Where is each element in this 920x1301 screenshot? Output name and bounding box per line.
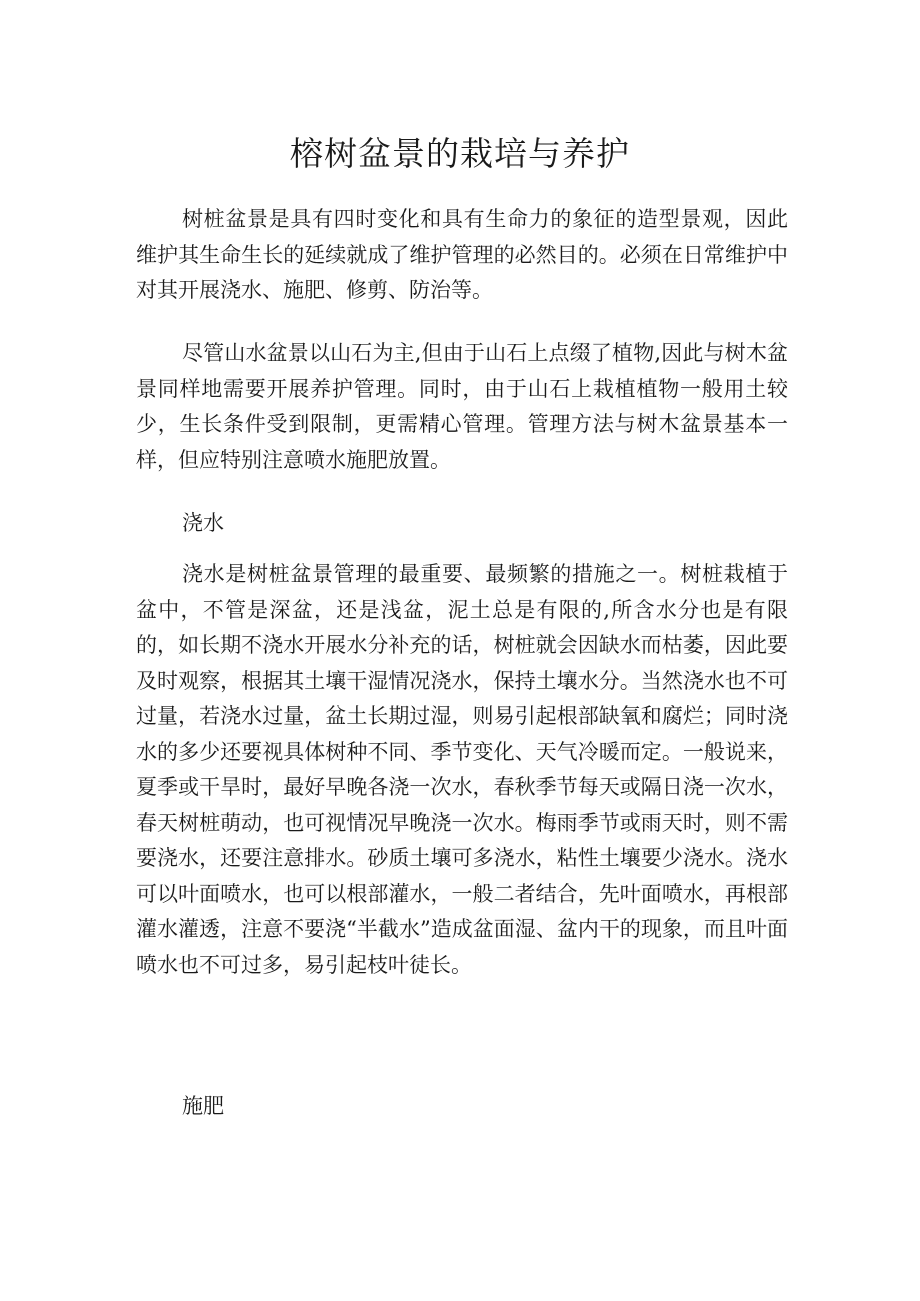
section-heading-watering: 浇水 xyxy=(182,511,224,535)
paragraph-intro: 树桩盆景是具有四时变化和具有生命力的象征的造型景观，因此维护其生命生长的延续就成了维护管理的必然目的。必须在日常维护中对其开展浇水、施肥、修剪、防治等。 xyxy=(136,207,788,302)
paragraph-landscape: 尽管山水盆景以山石为主,但由于山石上点缀了植物,因此与树木盆景同样地需要开展养护管理。同时，由于山石上栽植植物一般用土较少，生长条件受到限制，更需精心管理。管理方法与树木盆景基本一样，但应特别注意喷水施肥放置。 xyxy=(136,341,788,472)
paragraph-watering: 浇水是树桩盆景管理的最重要、最频繁的措施之一。树桩栽植于盆中，不管是深盆，还是浅盆，泥土总是有限的,所含水分也是有限的，如长期不浇水开展水分补充的话，树桩就会因缺水而枯萎，因此要及时观察，根据其土壤干湿情况浇水，保持土壤水分。当然浇水也不可过量，若浇水过量，盆土长期过湿，则易引起根部缺氧和腐烂；同时浇水的多少还要视具体树种不同、季节变化、天气冷暖而定。一般说来，夏季或干旱时，最好早晚各浇一次水，春秋季节每天或隔日浇一次水，春天树桩萌动，也可视情况早晚浇一次水。梅雨季节或雨天时，则不需要浇水，还要注意排水。砂质土壤可多浇水，粘性土壤要少浇水。浇水可以叶面喷水，也可以根部灌水，一般二者结合，先叶面喷水，再根部灌水灌透，注意不要浇“半截水”造成盆面湿、盆内干的现象，而且叶面喷水也不可过多，易引起枝叶徒长。 xyxy=(136,562,788,977)
document-title: 榕树盆景的栽培与养护 xyxy=(290,134,630,173)
section-heading-fertilizing: 施肥 xyxy=(182,1094,224,1118)
